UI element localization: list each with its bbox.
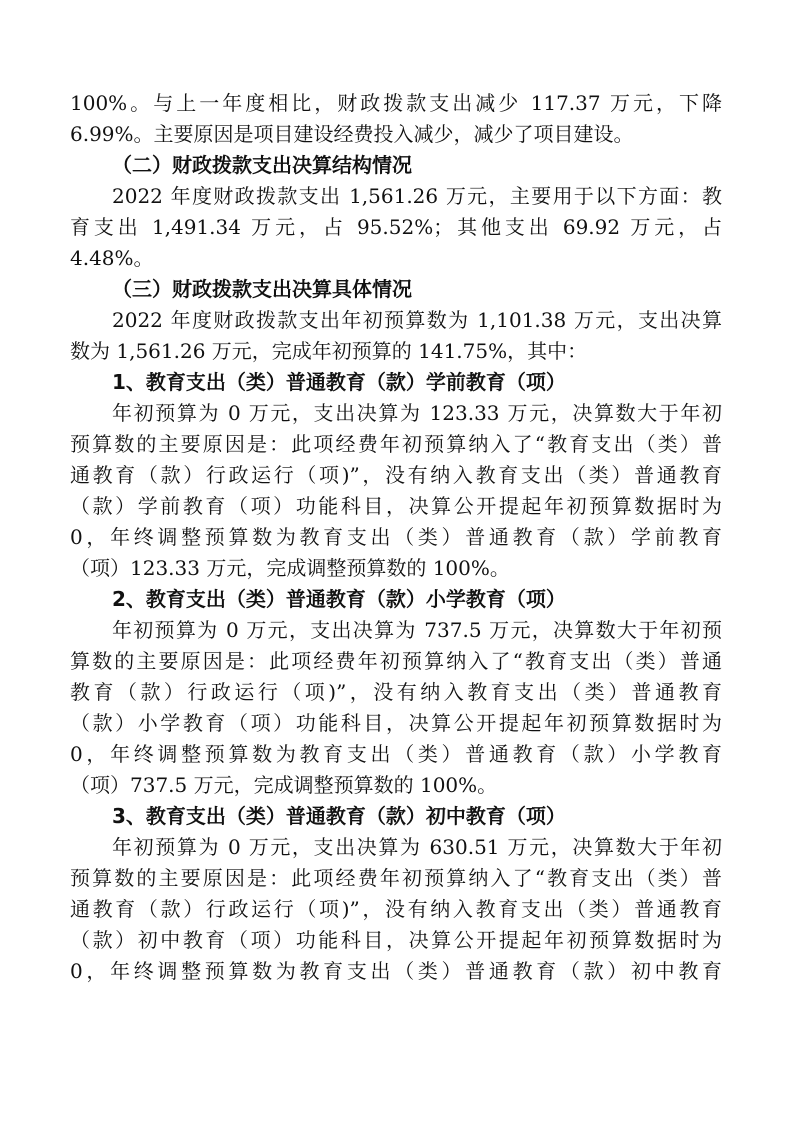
section-heading — [70, 367, 722, 398]
section-heading — [70, 584, 722, 615]
text-line: 通教育（款）行政运行（项)”，没有纳入教育支出（类）普通教育 — [70, 463, 722, 487]
text-line: 0，年终调整预算数为教育支出（类）普通教育（款）小学教育 — [70, 742, 722, 766]
text-line: 1、教育支出（类）普通教育（款）学前教育（项） — [112, 370, 566, 394]
paragraph — [70, 832, 722, 987]
text-line: 4.48%。 — [70, 246, 154, 270]
text-line: 3、教育支出（类）普通教育（款）初中教育（项） — [112, 804, 566, 828]
section-heading — [70, 801, 722, 832]
text-line: 算数的主要原因是：此项经费年初预算纳入了“教育支出（类）普通 — [70, 649, 722, 673]
text-line: 2022 年度财政拨款支出 1,561.26 万元，主要用于以下方面：教 — [112, 184, 722, 208]
text-line: 0，年终调整预算数为教育支出（类）普通教育（款）初中教育 — [70, 959, 722, 983]
paragraph — [70, 398, 722, 584]
text-line: （三）财政拨款支出决算具体情况 — [112, 277, 412, 301]
text-line: 教育（款）行政运行（项)”，没有纳入教育支出（类）普通教育 — [70, 680, 722, 704]
text-line: 数为 1,561.26 万元，完成年初预算的 141.75%，其中： — [70, 339, 588, 363]
text-line: （款）初中教育（项）功能科目，决算公开提起年初预算数据时为 — [70, 928, 722, 952]
text-line: （款）学前教育（项）功能科目，决算公开提起年初预算数据时为 — [70, 494, 722, 518]
document-page — [70, 88, 722, 987]
paragraph — [70, 305, 722, 367]
paragraph — [70, 615, 722, 801]
text-line: （项）123.33 万元，完成调整预算数的 100%。 — [70, 556, 510, 580]
text-line: （项）737.5 万元，完成调整预算数的 100%。 — [70, 773, 498, 797]
paragraph — [70, 181, 722, 274]
text-line: 0，年终调整预算数为教育支出（类）普通教育（款）学前教育 — [70, 525, 722, 549]
paragraph — [70, 88, 722, 150]
text-line: 育支出 1,491.34 万元，占 95.52%；其他支出 69.92 万元，占 — [70, 215, 722, 239]
text-line: （款）小学教育（项）功能科目，决算公开提起年初预算数据时为 — [70, 711, 722, 735]
text-line: 预算数的主要原因是：此项经费年初预算纳入了“教育支出（类）普 — [70, 866, 722, 890]
text-line: （二）财政拨款支出决算结构情况 — [112, 153, 412, 177]
section-heading — [70, 150, 722, 181]
text-line: 年初预算为 0 万元，支出决算为 737.5 万元，决算数大于年初预 — [112, 618, 722, 642]
text-line: 预算数的主要原因是：此项经费年初预算纳入了“教育支出（类）普 — [70, 432, 722, 456]
text-line: 年初预算为 0 万元，支出决算为 123.33 万元，决算数大于年初 — [112, 401, 722, 425]
text-line: 2022 年度财政拨款支出年初预算数为 1,101.38 万元，支出决算 — [112, 308, 722, 332]
text-line: 2、教育支出（类）普通教育（款）小学教育（项） — [112, 587, 566, 611]
text-line: 通教育（款）行政运行（项)”，没有纳入教育支出（类）普通教育 — [70, 897, 722, 921]
text-line: 年初预算为 0 万元，支出决算为 630.51 万元，决算数大于年初 — [112, 835, 722, 859]
text-line: 6.99%。主要原因是项目建设经费投入减少，减少了项目建设。 — [70, 122, 634, 146]
text-line: 100%。与上一年度相比，财政拨款支出减少 117.37 万元，下降 — [70, 91, 722, 115]
section-heading — [70, 274, 722, 305]
